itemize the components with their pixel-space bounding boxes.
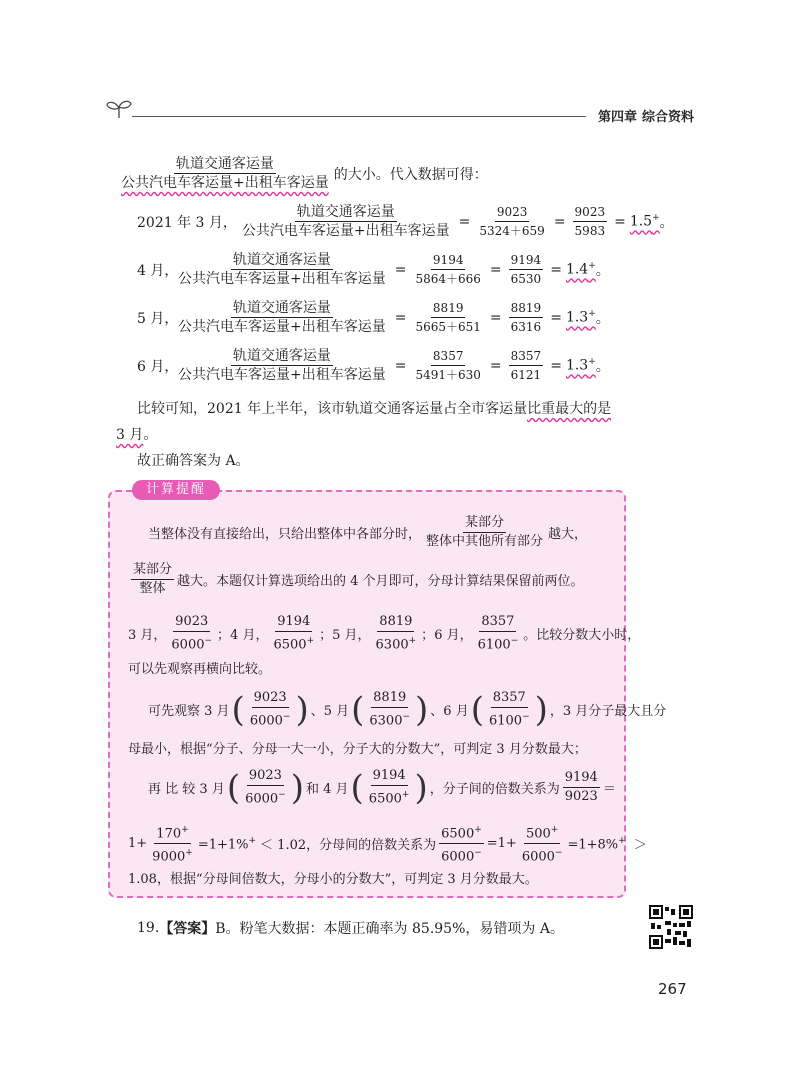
intro-line	[116, 156, 488, 191]
fraction-numerator: 8357	[479, 614, 516, 632]
intro-fraction	[119, 156, 331, 191]
month-label: 6 月，	[137, 358, 179, 375]
q19-number: 19.	[137, 920, 160, 936]
fraction-numerator: 轨道交通客运量	[296, 204, 395, 220]
fraction-numerator: 8357	[491, 690, 528, 708]
conclusion-highlight: 比重最大的是	[527, 401, 612, 417]
tip-paragraph-7: 再 比 较 3 月 ( $\frac{9023}{6000^-}$ ) 和 4 月 ( $\frac{9194}{6500^+}$ ) ，分子间的倍数关系为 $\frac{9194}{9023}$ ＝	[148, 767, 616, 808]
conclusion-highlight-month: 3 月	[116, 427, 144, 443]
tip-paragraph-9: 1.08，根据“分母间倍数大，分母小的分数大”，可判定 3 月分数最大。	[128, 872, 538, 887]
fraction-numerator: 轨道交通客运量	[175, 156, 274, 172]
fraction-denominator: 5491＋630	[415, 368, 481, 382]
month-result: 1.4+	[565, 261, 596, 278]
fraction-numerator: 轨道交通客运量	[232, 252, 331, 268]
fraction-denominator: 5864＋666	[415, 272, 481, 286]
month-label: 4 月，	[137, 262, 179, 279]
fraction-numerator: 8819	[431, 300, 466, 318]
sprout-icon	[104, 98, 134, 120]
page-number: 267	[658, 980, 687, 998]
fraction-denominator: 公共汽电车客运量+出租车客运量	[121, 175, 329, 191]
tip-paragraph-5: 可先观察 3 月 ( $\frac{9023}{6000^-}$ ) 、5 月 ( $\frac{8819}{6300^-}$ ) 、6 月 ( $\frac{8357}{6100^-}$ ) ，3 月分子最大且分	[148, 689, 667, 730]
intro-suffix: 的大小。代入数据可得：	[333, 166, 488, 183]
month-label: 2021 年 3 月，	[137, 214, 237, 231]
fraction-denominator: 6500+	[368, 790, 410, 807]
tip-paragraph-4: 可以先观察再横向比较。	[128, 662, 272, 677]
month-row-3: 2021 年 3 月， $\frac{\text{轨道交通客运量}}{\text{公共汽电车客运量+出租车客运量}}$ = $\frac{9023}{5324+659}$ = $\frac{9023}{5983}$ = 1.5+ 。	[137, 204, 674, 239]
q19-answer-tag: 【答案】	[159, 921, 216, 937]
fraction-denominator: 9023	[564, 789, 598, 805]
fraction-numerator: 9023	[573, 204, 608, 222]
fraction-denominator: 6500+	[273, 636, 315, 653]
fraction-numerator: 8357	[509, 348, 544, 366]
month-result: 1.3+	[565, 309, 596, 326]
fraction-denominator: 5324＋659	[479, 224, 545, 238]
fraction-denominator: 6000−	[249, 712, 291, 729]
fraction-numerator: 8357	[431, 348, 466, 366]
fraction-denominator: 公共汽电车客运量+出租车客运量	[241, 223, 450, 239]
fraction-denominator: 6000−	[441, 848, 482, 865]
month-row-5: 5 月， $\frac{\text{轨道交通客运量}}{\text{公共汽电车客运量+出租车客运量}}$ = $\frac{8819}{5665+651}$ = $\frac{8819}{6316}$ = 1.3+ 。	[137, 300, 610, 335]
fraction-denominator: 9000+	[152, 848, 193, 865]
tip-paragraph-1: 当整体没有直接给出，只给出整体中各部分时， $\frac{\text{某部分}}{\text{整体中其他所有部分}}$ 越大，	[148, 515, 588, 549]
fraction-denominator: 6000−	[245, 790, 286, 807]
fraction-numerator: 6500+	[439, 822, 484, 844]
tip-paragraph-3: 3 月， $\frac{9023}{6000^-}$ ； 4 月， $\frac{9194}{6500^+}$ ； 5 月， $\frac{8819}{6300^+}$ ； 6 月， $\frac{8357}{6100^-}$ 。 比较分数大小时，	[128, 614, 641, 653]
fraction-denominator: 5665＋651	[415, 320, 481, 334]
fraction-numerator: 500+	[524, 822, 560, 844]
fraction-numerator: 9194	[431, 252, 466, 270]
header-section: 综合资料	[642, 110, 695, 125]
fraction-denominator: 6316	[510, 320, 542, 334]
fraction-numerator: 9194	[371, 768, 408, 786]
fraction-denominator: 6121	[510, 368, 542, 382]
fraction-denominator: 6000−	[171, 636, 213, 653]
fraction-numerator: 170+	[154, 822, 190, 844]
fraction-numerator: 某部分	[463, 515, 506, 533]
qr-code-icon[interactable]	[649, 905, 693, 949]
conclusion-line-1: 比较可知，2021 年上半年，该市轨道交通客运量占全市客运量 比重最大的是	[137, 398, 611, 418]
fraction-numerator: 9023	[247, 768, 284, 786]
fraction-numerator: 8819	[509, 300, 544, 318]
fraction-numerator: 8819	[371, 690, 408, 708]
month-row-6: 6 月， $\frac{\text{轨道交通客运量}}{\text{公共汽电车客运量+出租车客运量}}$ = $\frac{8357}{5491+630}$ = $\frac{8357}{6121}$ = 1.3+ 。	[137, 348, 610, 383]
header-chapter: 第四章	[598, 110, 638, 125]
month-row-4: 4 月， $\frac{\text{轨道交通客运量}}{\text{公共汽电车客运量+出租车客运量}}$ = $\frac{9194}{5864+666}$ = $\frac{9194}{6530}$ = 1.4+ 。	[137, 252, 610, 287]
fraction-denominator: 6530	[510, 272, 542, 286]
fraction-numerator: 9194	[563, 770, 600, 788]
fraction-numerator: 9023	[252, 690, 289, 708]
fraction-denominator: 6300+	[375, 636, 417, 653]
fraction-denominator: 公共汽电车客运量+出租车客运量	[178, 271, 386, 287]
q19-text: B。粉笔大数据：本题正确率为 85.95%，易错项为 A。	[215, 921, 564, 937]
answer-line: 故正确答案为 A。	[137, 453, 250, 469]
fraction-denominator: 6000−	[521, 848, 563, 865]
fraction-numerator: 9023	[495, 204, 530, 222]
fraction-denominator: 6300−	[369, 712, 411, 729]
fraction-numerator: 9194	[275, 614, 312, 632]
tip-paragraph-2: $\frac{\text{某部分}}{\text{整体}}$ 越大。本题仅计算选项给出的 4 个月即可，分母计算结果保留前两位。	[133, 562, 584, 596]
month-result: 1.5+	[629, 213, 660, 230]
month-label: 5 月，	[137, 310, 179, 327]
fraction-numerator: 某部分	[131, 562, 174, 580]
fraction-numerator: 9023	[173, 614, 210, 632]
conclusion-line-2: 3 月 。	[116, 424, 157, 444]
fraction-denominator: 整体中其他所有部分	[426, 534, 544, 549]
header-rule	[132, 116, 586, 117]
q19-answer-line	[137, 918, 564, 938]
fraction-denominator: 公共汽电车客运量+出租车客运量	[178, 319, 386, 335]
fraction-denominator: 公共汽电车客运量+出租车客运量	[178, 367, 386, 383]
fraction-denominator: 6100−	[488, 712, 530, 729]
fraction-denominator: 5983	[574, 224, 606, 238]
tip-paragraph-8: 1+ $\frac{170^+}{9000^+}$ =1+1%+ ＜ 1.02，分母间的倍数关系为 $\frac{6500^+}{6000^-}$ =1+ $\frac{500^+}{6000^-}$ =1+8%+ ＞	[128, 822, 647, 866]
fraction-numerator: 轨道交通客运量	[232, 348, 331, 364]
tip-paragraph-6: 母最小，根据“分子、分母一大一小，分子大的分数大”，可判定 3 月分数最大；	[128, 742, 587, 757]
fraction-denominator: 整体	[139, 581, 166, 596]
fraction-numerator: 8819	[377, 614, 414, 632]
month-result: 1.3+	[565, 357, 596, 374]
fraction-numerator: 9194	[509, 252, 544, 270]
tip-tag: 计算提醒	[132, 480, 220, 500]
fraction-denominator: 6100−	[477, 636, 519, 653]
fraction-numerator: 轨道交通客运量	[232, 300, 331, 316]
